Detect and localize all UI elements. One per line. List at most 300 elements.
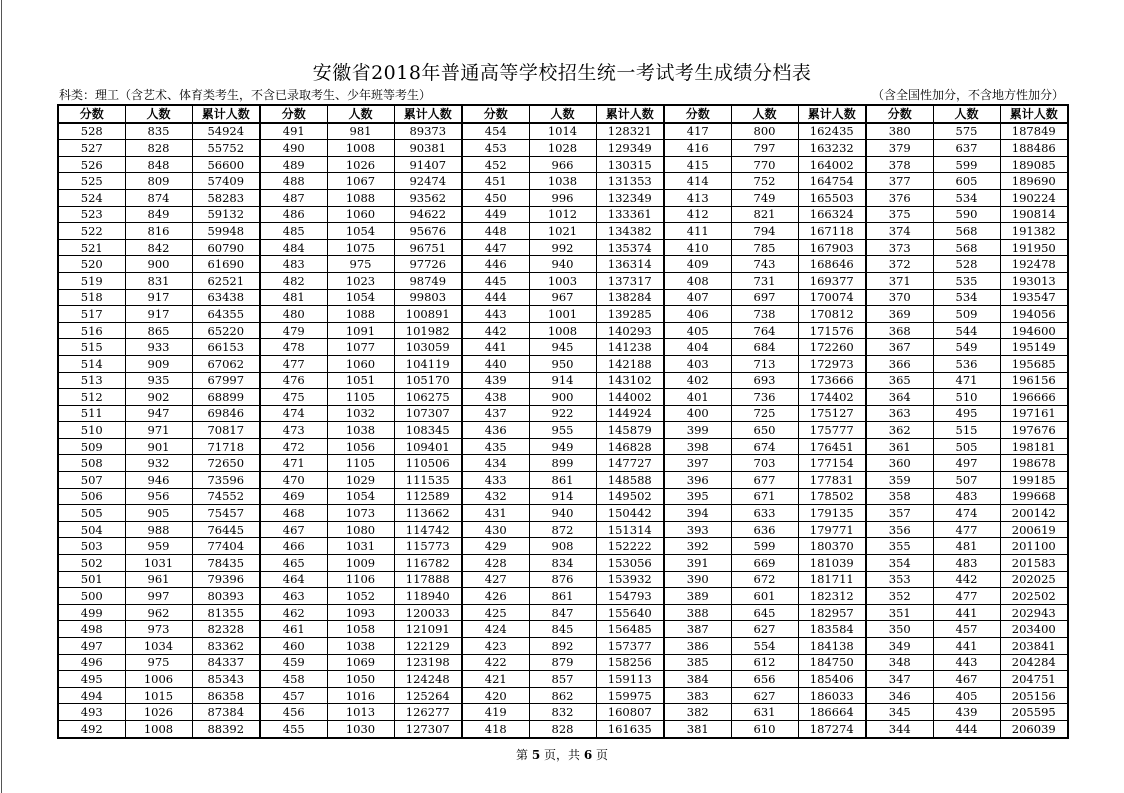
score-cell: 473 (260, 422, 327, 439)
count-cell: 981 (327, 123, 394, 140)
cumulative-cell: 144924 (596, 405, 664, 422)
cumulative-cell: 61690 (192, 256, 260, 273)
count-cell: 507 (933, 472, 1000, 489)
score-cell: 503 (58, 538, 125, 555)
cumulative-cell: 190814 (1000, 206, 1068, 223)
cumulative-cell: 65220 (192, 322, 260, 339)
cumulative-cell: 163232 (798, 140, 866, 157)
score-cell: 492 (58, 720, 125, 737)
cumulative-cell: 72650 (192, 455, 260, 472)
score-cell: 381 (664, 720, 731, 737)
cumulative-cell: 93562 (394, 189, 462, 206)
cumulative-cell: 59948 (192, 223, 260, 240)
score-cell: 376 (866, 189, 933, 206)
score-cell: 501 (58, 571, 125, 588)
cumulative-cell: 206039 (1000, 720, 1068, 737)
count-cell: 1052 (327, 588, 394, 605)
table-row (58, 189, 1068, 206)
cumulative-cell: 58283 (192, 189, 260, 206)
cumulative-cell: 109401 (394, 438, 462, 455)
score-cell: 419 (462, 704, 529, 721)
cumulative-cell: 161635 (596, 720, 664, 737)
count-cell: 899 (529, 455, 596, 472)
table-row (58, 571, 1068, 588)
count-cell: 917 (125, 306, 192, 323)
cumulative-cell: 205156 (1000, 687, 1068, 704)
cumulative-cell: 68899 (192, 389, 260, 406)
count-cell: 1038 (327, 422, 394, 439)
cumulative-cell: 129349 (596, 140, 664, 157)
score-cell: 436 (462, 422, 529, 439)
cumulative-cell: 55752 (192, 140, 260, 157)
count-cell: 932 (125, 455, 192, 472)
score-cell: 510 (58, 422, 125, 439)
score-cell: 421 (462, 671, 529, 688)
cumulative-cell: 92474 (394, 173, 462, 190)
cumulative-cell: 144002 (596, 389, 664, 406)
cumulative-cell: 180370 (798, 538, 866, 555)
cumulative-cell: 168646 (798, 256, 866, 273)
table-row (58, 239, 1068, 256)
cumulative-cell: 85343 (192, 671, 260, 688)
score-cell: 430 (462, 521, 529, 538)
footer-suffix: 页 (592, 748, 608, 762)
cumulative-cell: 136314 (596, 256, 664, 273)
cumulative-cell: 200619 (1000, 521, 1068, 538)
score-cell: 373 (866, 239, 933, 256)
table-row (58, 621, 1068, 638)
count-cell: 1003 (529, 272, 596, 289)
cumulative-cell: 186033 (798, 687, 866, 704)
cumulative-cell: 167118 (798, 223, 866, 240)
score-cell: 475 (260, 389, 327, 406)
score-cell: 399 (664, 422, 731, 439)
score-cell: 454 (462, 123, 529, 140)
count-cell: 671 (731, 488, 798, 505)
count-cell: 865 (125, 322, 192, 339)
count-cell: 832 (529, 704, 596, 721)
cumulative-cell: 81355 (192, 604, 260, 621)
score-cell: 422 (462, 654, 529, 671)
count-cell: 914 (529, 372, 596, 389)
count-cell: 474 (933, 505, 1000, 522)
cumulative-cell: 154793 (596, 588, 664, 605)
score-cell: 382 (664, 704, 731, 721)
cumulative-cell: 194056 (1000, 306, 1068, 323)
count-cell: 672 (731, 571, 798, 588)
score-cell: 423 (462, 638, 529, 655)
cumulative-cell: 141238 (596, 339, 664, 356)
cumulative-cell: 199185 (1000, 472, 1068, 489)
count-cell: 627 (731, 621, 798, 638)
count-cell: 1080 (327, 521, 394, 538)
cumulative-cell: 135374 (596, 239, 664, 256)
cumulative-cell: 91407 (394, 156, 462, 173)
cumulative-cell: 189085 (1000, 156, 1068, 173)
table-row (58, 505, 1068, 522)
table-row (58, 272, 1068, 289)
score-cell: 451 (462, 173, 529, 190)
count-cell: 736 (731, 389, 798, 406)
score-cell: 470 (260, 472, 327, 489)
score-cell: 363 (866, 405, 933, 422)
count-cell: 900 (529, 389, 596, 406)
cumulative-cell: 164002 (798, 156, 866, 173)
count-cell: 1031 (327, 538, 394, 555)
cumulative-cell: 195149 (1000, 339, 1068, 356)
score-cell: 346 (866, 687, 933, 704)
score-cell: 440 (462, 355, 529, 372)
score-cell: 356 (866, 521, 933, 538)
table-row (58, 289, 1068, 306)
count-cell: 1015 (125, 687, 192, 704)
score-cell: 408 (664, 272, 731, 289)
cumulative-cell: 181711 (798, 571, 866, 588)
score-cell: 493 (58, 704, 125, 721)
cumulative-cell: 184138 (798, 638, 866, 655)
cumulative-cell: 175777 (798, 422, 866, 439)
score-cell: 401 (664, 389, 731, 406)
cumulative-cell: 118940 (394, 588, 462, 605)
score-cell: 347 (866, 671, 933, 688)
score-cell: 372 (866, 256, 933, 273)
cumulative-cell: 115773 (394, 538, 462, 555)
cumulative-cell: 111535 (394, 472, 462, 489)
cumulative-cell: 97726 (394, 256, 462, 273)
score-cell: 522 (58, 223, 125, 240)
score-cell: 357 (866, 505, 933, 522)
cumulative-cell: 201583 (1000, 555, 1068, 572)
score-cell: 482 (260, 272, 327, 289)
count-cell: 590 (933, 206, 1000, 223)
cumulative-header: 累计人数 (798, 105, 866, 123)
score-cell: 479 (260, 322, 327, 339)
cumulative-cell: 184750 (798, 654, 866, 671)
count-cell: 441 (933, 604, 1000, 621)
count-cell: 575 (933, 123, 1000, 140)
count-cell: 544 (933, 322, 1000, 339)
count-cell: 975 (327, 256, 394, 273)
score-cell: 457 (260, 687, 327, 704)
cumulative-cell: 152222 (596, 538, 664, 555)
count-cell: 946 (125, 472, 192, 489)
count-cell: 1088 (327, 189, 394, 206)
count-cell: 477 (933, 521, 1000, 538)
cumulative-cell: 71718 (192, 438, 260, 455)
table-row (58, 604, 1068, 621)
score-cell: 358 (866, 488, 933, 505)
count-cell: 650 (731, 422, 798, 439)
table-header-row (58, 105, 1068, 123)
score-cell: 433 (462, 472, 529, 489)
table-row (58, 322, 1068, 339)
cumulative-cell: 139285 (596, 306, 664, 323)
count-cell: 443 (933, 654, 1000, 671)
count-cell: 483 (933, 555, 1000, 572)
score-cell: 505 (58, 505, 125, 522)
score-cell: 415 (664, 156, 731, 173)
cumulative-cell: 130315 (596, 156, 664, 173)
count-cell: 636 (731, 521, 798, 538)
score-cell: 517 (58, 306, 125, 323)
score-cell: 369 (866, 306, 933, 323)
count-cell: 1054 (327, 223, 394, 240)
cumulative-cell: 194600 (1000, 322, 1068, 339)
cumulative-cell: 106275 (394, 389, 462, 406)
count-cell: 738 (731, 306, 798, 323)
count-cell: 495 (933, 405, 1000, 422)
table-row (58, 588, 1068, 605)
count-cell: 535 (933, 272, 1000, 289)
score-cell: 477 (260, 355, 327, 372)
count-cell: 1016 (327, 687, 394, 704)
cumulative-cell: 176451 (798, 438, 866, 455)
count-header: 人数 (731, 105, 798, 123)
count-cell: 1031 (125, 555, 192, 572)
count-cell: 442 (933, 571, 1000, 588)
cumulative-header: 累计人数 (596, 105, 664, 123)
score-cell: 480 (260, 306, 327, 323)
count-cell: 713 (731, 355, 798, 372)
count-cell: 752 (731, 173, 798, 190)
cumulative-cell: 159975 (596, 687, 664, 704)
cumulative-cell: 134382 (596, 223, 664, 240)
score-distribution-table (57, 104, 1069, 739)
count-cell: 743 (731, 256, 798, 273)
count-cell: 536 (933, 355, 1000, 372)
cumulative-cell: 146828 (596, 438, 664, 455)
score-cell: 364 (866, 389, 933, 406)
cumulative-cell: 185406 (798, 671, 866, 688)
cumulative-cell: 143102 (596, 372, 664, 389)
count-cell: 1028 (529, 140, 596, 157)
score-cell: 384 (664, 671, 731, 688)
count-cell: 731 (731, 272, 798, 289)
score-cell: 467 (260, 521, 327, 538)
score-cell: 391 (664, 555, 731, 572)
count-header: 人数 (933, 105, 1000, 123)
score-cell: 483 (260, 256, 327, 273)
count-cell: 797 (731, 140, 798, 157)
score-cell: 404 (664, 339, 731, 356)
cumulative-cell: 198678 (1000, 455, 1068, 472)
count-cell: 861 (529, 472, 596, 489)
score-cell: 516 (58, 322, 125, 339)
count-cell: 749 (731, 189, 798, 206)
score-cell: 377 (866, 173, 933, 190)
cumulative-cell: 56600 (192, 156, 260, 173)
cumulative-cell: 202943 (1000, 604, 1068, 621)
score-cell: 525 (58, 173, 125, 190)
score-cell: 497 (58, 638, 125, 655)
count-cell: 505 (933, 438, 1000, 455)
count-cell: 645 (731, 604, 798, 621)
score-cell: 413 (664, 189, 731, 206)
count-cell: 971 (125, 422, 192, 439)
cumulative-cell: 64355 (192, 306, 260, 323)
count-cell: 599 (933, 156, 1000, 173)
count-cell: 1030 (327, 720, 394, 737)
cumulative-cell: 196156 (1000, 372, 1068, 389)
score-cell: 511 (58, 405, 125, 422)
count-cell: 835 (125, 123, 192, 140)
score-cell: 455 (260, 720, 327, 737)
cumulative-cell: 117888 (394, 571, 462, 588)
cumulative-cell: 177154 (798, 455, 866, 472)
count-cell: 872 (529, 521, 596, 538)
score-cell: 445 (462, 272, 529, 289)
cumulative-cell: 162435 (798, 123, 866, 140)
score-cell: 469 (260, 488, 327, 505)
count-cell: 1009 (327, 555, 394, 572)
cumulative-cell: 89373 (394, 123, 462, 140)
count-cell: 1075 (327, 239, 394, 256)
score-cell: 462 (260, 604, 327, 621)
cumulative-cell: 204284 (1000, 654, 1068, 671)
count-cell: 1077 (327, 339, 394, 356)
cumulative-header: 累计人数 (1000, 105, 1068, 123)
count-cell: 441 (933, 638, 1000, 655)
count-cell: 612 (731, 654, 798, 671)
count-cell: 828 (529, 720, 596, 737)
count-cell: 997 (125, 588, 192, 605)
score-cell: 427 (462, 571, 529, 588)
cumulative-cell: 203400 (1000, 621, 1068, 638)
score-cell: 370 (866, 289, 933, 306)
count-cell: 1088 (327, 306, 394, 323)
count-cell: 528 (933, 256, 1000, 273)
count-cell: 1001 (529, 306, 596, 323)
cumulative-cell: 198181 (1000, 438, 1068, 455)
cumulative-cell: 132349 (596, 189, 664, 206)
score-cell: 387 (664, 621, 731, 638)
count-cell: 568 (933, 223, 1000, 240)
cumulative-cell: 105170 (394, 372, 462, 389)
cumulative-cell: 199668 (1000, 488, 1068, 505)
score-cell: 425 (462, 604, 529, 621)
score-cell: 444 (462, 289, 529, 306)
score-cell: 420 (462, 687, 529, 704)
count-cell: 770 (731, 156, 798, 173)
score-cell: 504 (58, 521, 125, 538)
count-cell: 900 (125, 256, 192, 273)
cumulative-cell: 82328 (192, 621, 260, 638)
count-cell: 483 (933, 488, 1000, 505)
count-cell: 1073 (327, 505, 394, 522)
count-cell: 697 (731, 289, 798, 306)
count-cell: 471 (933, 372, 1000, 389)
count-cell: 809 (125, 173, 192, 190)
table-row (58, 488, 1068, 505)
count-cell: 534 (933, 289, 1000, 306)
score-cell: 388 (664, 604, 731, 621)
count-cell: 945 (529, 339, 596, 356)
cumulative-cell: 200142 (1000, 505, 1068, 522)
cumulative-cell: 116782 (394, 555, 462, 572)
table-row (58, 123, 1068, 140)
table-row (58, 438, 1068, 455)
score-cell: 409 (664, 256, 731, 273)
score-cell: 485 (260, 223, 327, 240)
cumulative-cell: 67062 (192, 355, 260, 372)
cumulative-cell: 124248 (394, 671, 462, 688)
count-cell: 627 (731, 687, 798, 704)
count-cell: 785 (731, 239, 798, 256)
score-cell: 394 (664, 505, 731, 522)
table-row (58, 455, 1068, 472)
count-cell: 684 (731, 339, 798, 356)
count-cell: 908 (529, 538, 596, 555)
score-cell: 416 (664, 140, 731, 157)
cumulative-cell: 70817 (192, 422, 260, 439)
cumulative-cell: 57409 (192, 173, 260, 190)
count-cell: 610 (731, 720, 798, 737)
cumulative-cell: 192478 (1000, 256, 1068, 273)
count-cell: 677 (731, 472, 798, 489)
score-cell: 448 (462, 223, 529, 240)
count-cell: 914 (529, 488, 596, 505)
score-cell: 371 (866, 272, 933, 289)
cumulative-cell: 86358 (192, 687, 260, 704)
score-cell: 397 (664, 455, 731, 472)
cumulative-cell: 202502 (1000, 588, 1068, 605)
cumulative-cell: 125264 (394, 687, 462, 704)
cumulative-cell: 186664 (798, 704, 866, 721)
cumulative-cell: 193547 (1000, 289, 1068, 306)
count-cell: 510 (933, 389, 1000, 406)
score-header: 分数 (260, 105, 327, 123)
cumulative-cell: 127307 (394, 720, 462, 737)
count-cell: 988 (125, 521, 192, 538)
count-cell: 879 (529, 654, 596, 671)
current-page-number: 5 (531, 748, 541, 762)
count-cell: 1069 (327, 654, 394, 671)
cumulative-cell: 191382 (1000, 223, 1068, 240)
score-cell: 439 (462, 372, 529, 389)
count-cell: 1008 (327, 140, 394, 157)
count-cell: 966 (529, 156, 596, 173)
cumulative-cell: 182312 (798, 588, 866, 605)
cumulative-cell: 75457 (192, 505, 260, 522)
count-cell: 909 (125, 355, 192, 372)
score-cell: 447 (462, 239, 529, 256)
score-cell: 405 (664, 322, 731, 339)
score-cell: 521 (58, 239, 125, 256)
count-cell: 847 (529, 604, 596, 621)
cumulative-cell: 96751 (394, 239, 462, 256)
cumulative-cell: 153932 (596, 571, 664, 588)
score-cell: 456 (260, 704, 327, 721)
count-cell: 902 (125, 389, 192, 406)
cumulative-cell: 126277 (394, 704, 462, 721)
score-cell: 411 (664, 223, 731, 240)
count-cell: 973 (125, 621, 192, 638)
count-cell: 933 (125, 339, 192, 356)
cumulative-header: 累计人数 (394, 105, 462, 123)
table-row (58, 538, 1068, 555)
score-cell: 502 (58, 555, 125, 572)
cumulative-cell: 128321 (596, 123, 664, 140)
count-cell: 992 (529, 239, 596, 256)
total-page-count: 6 (583, 748, 593, 762)
score-cell: 366 (866, 355, 933, 372)
count-cell: 959 (125, 538, 192, 555)
cumulative-cell: 193013 (1000, 272, 1068, 289)
cumulative-cell: 187849 (1000, 123, 1068, 140)
cumulative-cell: 177831 (798, 472, 866, 489)
cumulative-cell: 104119 (394, 355, 462, 372)
count-cell: 861 (529, 588, 596, 605)
